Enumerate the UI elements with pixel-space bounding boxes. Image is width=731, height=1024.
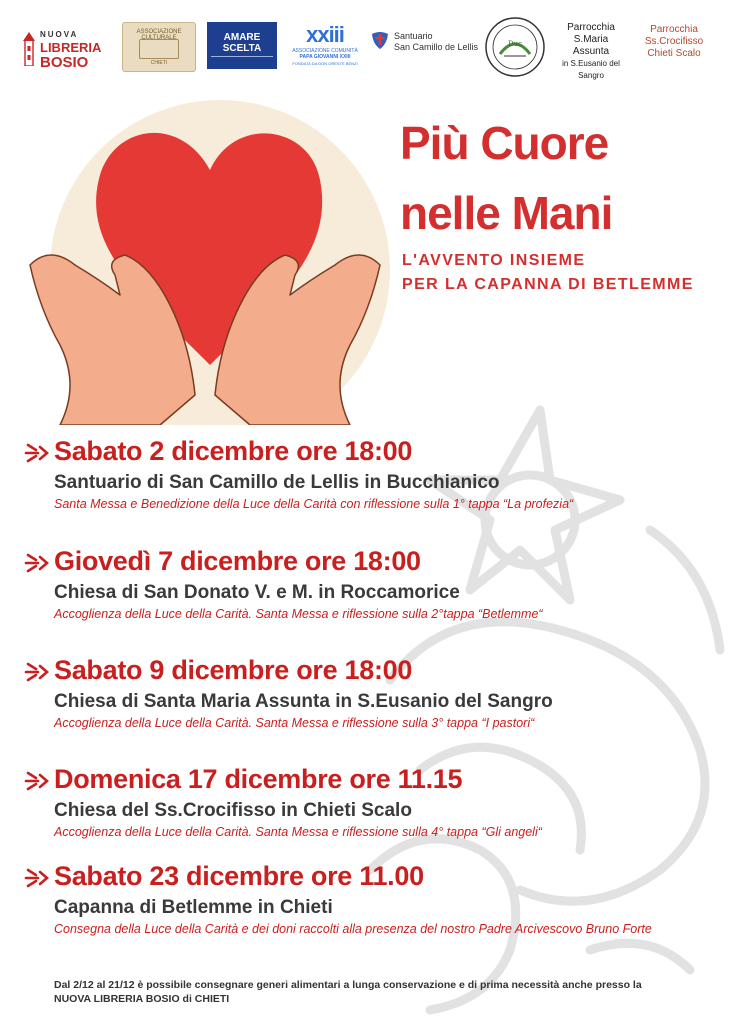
assoc-logo-line1: ASSOCIAZIONE CULTURALE xyxy=(136,29,182,41)
crocifisso-logo-line1: Parrocchia xyxy=(650,24,698,35)
tower-icon xyxy=(22,30,36,66)
smaria-logo-line3: in S.Eusanio del Sangro xyxy=(562,59,620,80)
sparkle-arrow-icon xyxy=(24,552,50,574)
bosio-logo-line2: LIBRERIA xyxy=(40,40,102,55)
camillo-logo-line1: Santuario xyxy=(394,31,433,41)
circular-seal-logo xyxy=(484,16,546,78)
page-subtitle-line2: PER LA CAPANNA DI BETLEMME xyxy=(402,276,694,293)
page-title-line1: Più Cuore xyxy=(400,117,609,169)
event-description: Consegna della Luce della Carità e dei doni raccolti alla presenza del nostro Padre Arcivescovo Bruno Forte xyxy=(54,922,652,936)
seal-icon xyxy=(484,16,546,78)
event-place: Chiesa del Ss.Crocifisso in Chieti Scalo xyxy=(54,800,412,821)
parrocchia-crocifisso-logo xyxy=(634,24,714,70)
smaria-logo-line1: Parrocchia xyxy=(567,22,615,33)
amare-logo-line1: AMARE xyxy=(223,32,261,43)
papa-giovanni-xxiii-logo xyxy=(292,22,358,72)
xxiii-logo-line2: ASSOCIAZIONE COMUNITÀ xyxy=(292,48,358,54)
event-place: Santuario di San Camillo de Lellis in Bucchianico xyxy=(54,472,500,493)
event-date: Sabato 23 dicembre ore 11.00 xyxy=(54,861,424,891)
xxiii-logo-mark: xxiii xyxy=(306,22,344,47)
smaria-logo-line2: S.Maria Assunta xyxy=(572,34,610,57)
event-date: Domenica 17 dicembre ore 11.15 xyxy=(54,764,463,794)
page-title-line2: nelle Mani xyxy=(400,187,613,239)
amare-logo-line2: SCELTA xyxy=(222,43,262,54)
event-place: Chiesa di Santa Maria Assunta in S.Eusanio del Sangro xyxy=(54,691,553,712)
footer-note: Dal 2/12 al 21/12 è possibile consegnare generi alimentari a lunga conservazione e di prima necessità anche presso la NUOVA LIBRERIA BOSIO di CHIETI xyxy=(54,979,642,1005)
xxiii-logo-line4: FONDATA DA DON ORESTE BENZI xyxy=(292,61,358,66)
event-date: Sabato 9 dicembre ore 18:00 xyxy=(54,655,413,685)
sparkle-arrow-icon xyxy=(24,770,50,792)
sparkle-arrow-icon xyxy=(24,442,50,464)
event-description: Accoglienza della Luce della Carità. Santa Messa e riflessione sulla 4° tappa “Gli angeli“ xyxy=(54,825,542,839)
crocifisso-logo-line2: Ss.Crocifisso xyxy=(644,36,704,47)
amare-logo-rule xyxy=(211,56,273,65)
santuario-san-camillo-logo xyxy=(370,30,480,56)
amare-scelta-logo xyxy=(207,22,277,69)
heart-in-hands-illustration xyxy=(20,95,390,425)
event-description: Santa Messa e Benedizione della Luce della Carità con riflessione sulla 1° tappa “La profezia“ xyxy=(54,497,574,511)
associazione-culturale-logo xyxy=(122,22,196,72)
bosio-logo-line1: NUOVA xyxy=(40,30,79,39)
sparkle-arrow-icon xyxy=(24,867,50,889)
parrocchia-santa-maria-logo xyxy=(555,22,627,80)
event-description: Accoglienza della Luce della Carità. Santa Messa e riflessione sulla 2°tappa “Betlemme“ xyxy=(54,607,543,621)
camillo-logo-line2: San Camillo de Lellis xyxy=(394,42,479,52)
sparkle-arrow-icon xyxy=(24,661,50,683)
assoc-logo-line3: CHIETI xyxy=(150,60,168,66)
cross-icon xyxy=(370,30,390,50)
event-place: Capanna di Betlemme in Chieti xyxy=(54,897,333,918)
bosio-logo-line3: BOSIO xyxy=(40,54,89,71)
event-date: Giovedì 7 dicembre ore 18:00 xyxy=(54,546,421,576)
event-description: Accoglienza della Luce della Carità. Santa Messa e riflessione sulla 3° tappa “I pastori“ xyxy=(54,716,535,730)
event-place: Chiesa di San Donato V. e M. in Roccamorice xyxy=(54,582,460,603)
assoc-logo-emblem xyxy=(139,39,179,59)
svg-text:Duc: Duc xyxy=(507,40,523,48)
page-subtitle-line1: L'AVVENTO INSIEME xyxy=(402,252,586,269)
partner-logos-bar xyxy=(0,0,731,90)
nuova-libreria-bosio-logo xyxy=(22,26,102,70)
crocifisso-logo-line3: Chieti Scalo xyxy=(647,48,701,59)
xxiii-logo-line3: PAPA GIOVANNI XXIII xyxy=(299,54,351,60)
event-date: Sabato 2 dicembre ore 18:00 xyxy=(54,436,413,466)
